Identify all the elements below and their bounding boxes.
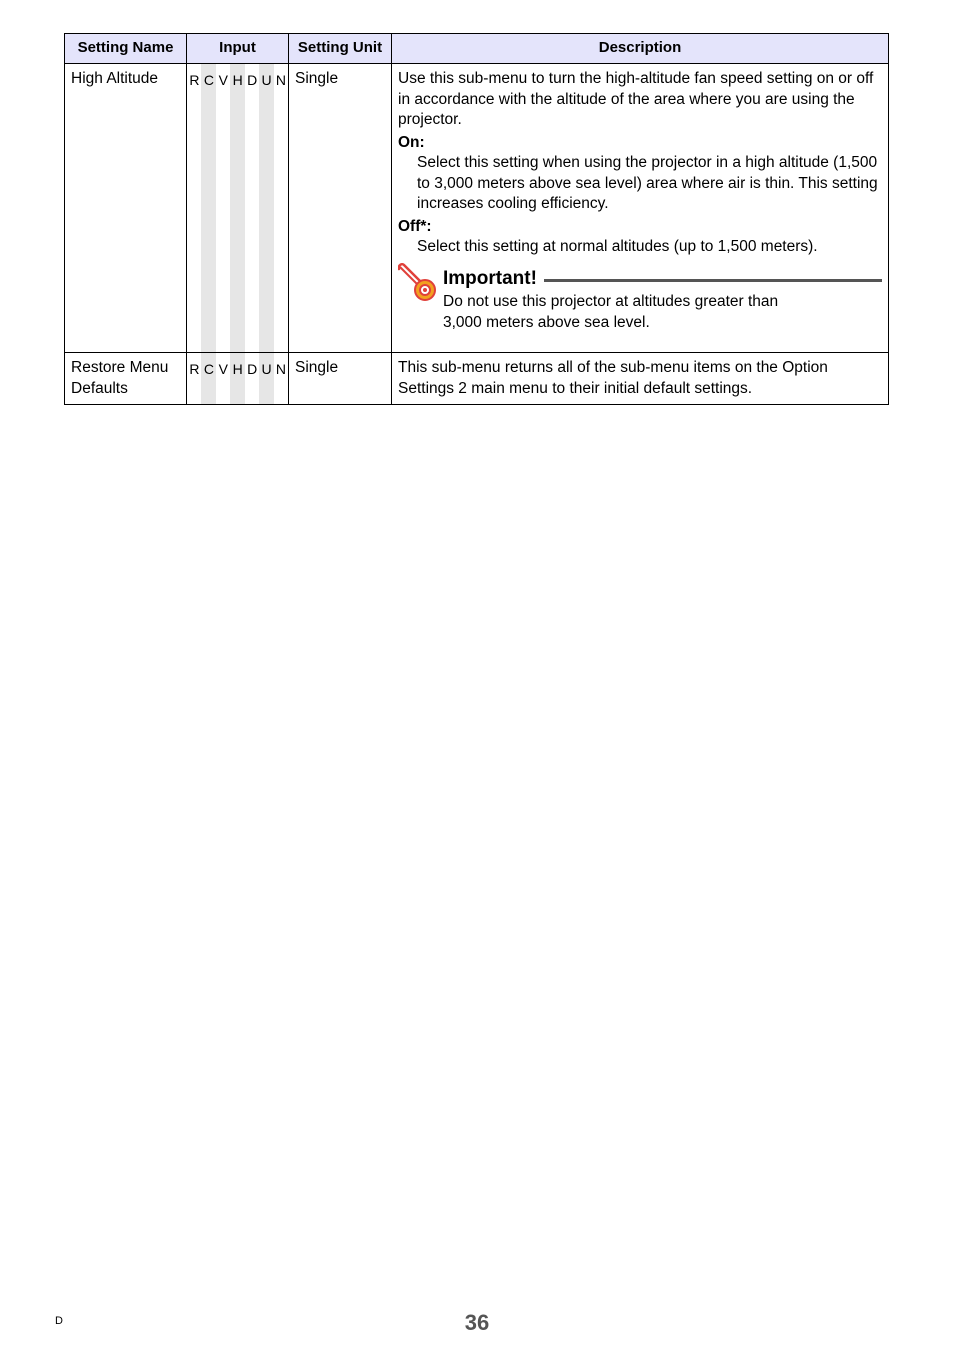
input-letter: U [259, 64, 273, 352]
input-letter: V [216, 64, 230, 352]
description-cell [392, 64, 889, 353]
table-row [65, 64, 889, 353]
description-text: Use this sub-menu to turn the high-altitude fan speed setting on or off in accordance with the altitude of the area where you are using the projector. [398, 70, 874, 128]
description-cell [392, 353, 889, 405]
input-letter: H [230, 64, 244, 352]
input-letter: N [274, 64, 288, 352]
input-letters [187, 64, 288, 352]
setting-name: Restore Menu Defaults [65, 353, 187, 405]
important-rule [544, 279, 882, 282]
input-letter: C [201, 64, 215, 352]
header-description: Description [392, 34, 889, 64]
input-letter: N [274, 353, 288, 404]
header-setting-name: Setting Name [65, 34, 187, 64]
important-text: Do not use this projector at altitudes greater than 3,000 meters above sea level. [443, 292, 779, 331]
input-letter: U [259, 353, 273, 404]
input-letter: R [187, 64, 201, 352]
setting-unit: Single [289, 64, 392, 353]
option-label-on: On: [398, 133, 425, 151]
settings-table [64, 33, 889, 405]
input-cell [187, 353, 289, 405]
footer-letter: D [55, 1315, 63, 1327]
input-letters [187, 353, 288, 404]
input-letter: C [201, 353, 215, 404]
description-text: This sub-menu returns all of the sub-menu items on the Option Settings 2 main menu to their initial default settings. [398, 359, 828, 397]
important-title: Important! [443, 267, 537, 289]
input-letter: H [230, 353, 244, 404]
option-label-off: Off*: [398, 217, 432, 235]
input-letter: V [216, 353, 230, 404]
input-letter: R [187, 353, 201, 404]
header-setting-unit: Setting Unit [289, 34, 392, 64]
table-header-row [65, 34, 889, 64]
header-input: Input [187, 34, 289, 64]
important-header [443, 267, 882, 291]
important-note [398, 267, 882, 333]
setting-name: High Altitude [65, 64, 187, 353]
input-letter: D [245, 64, 259, 352]
option-text-off: Select this setting at normal altitudes (up to 1,500 meters). [417, 238, 818, 255]
table-row [65, 353, 889, 405]
pushpin-icon [398, 263, 440, 303]
input-letter: D [245, 353, 259, 404]
option-text-on: Select this setting when using the projector in a high altitude (1,500 to 3,000 meters above sea level) area where air is thin. This setting increases cooling efficiency. [417, 154, 878, 212]
input-cell [187, 64, 289, 353]
setting-unit: Single [289, 353, 392, 405]
page-number: 36 [464, 1310, 490, 1335]
